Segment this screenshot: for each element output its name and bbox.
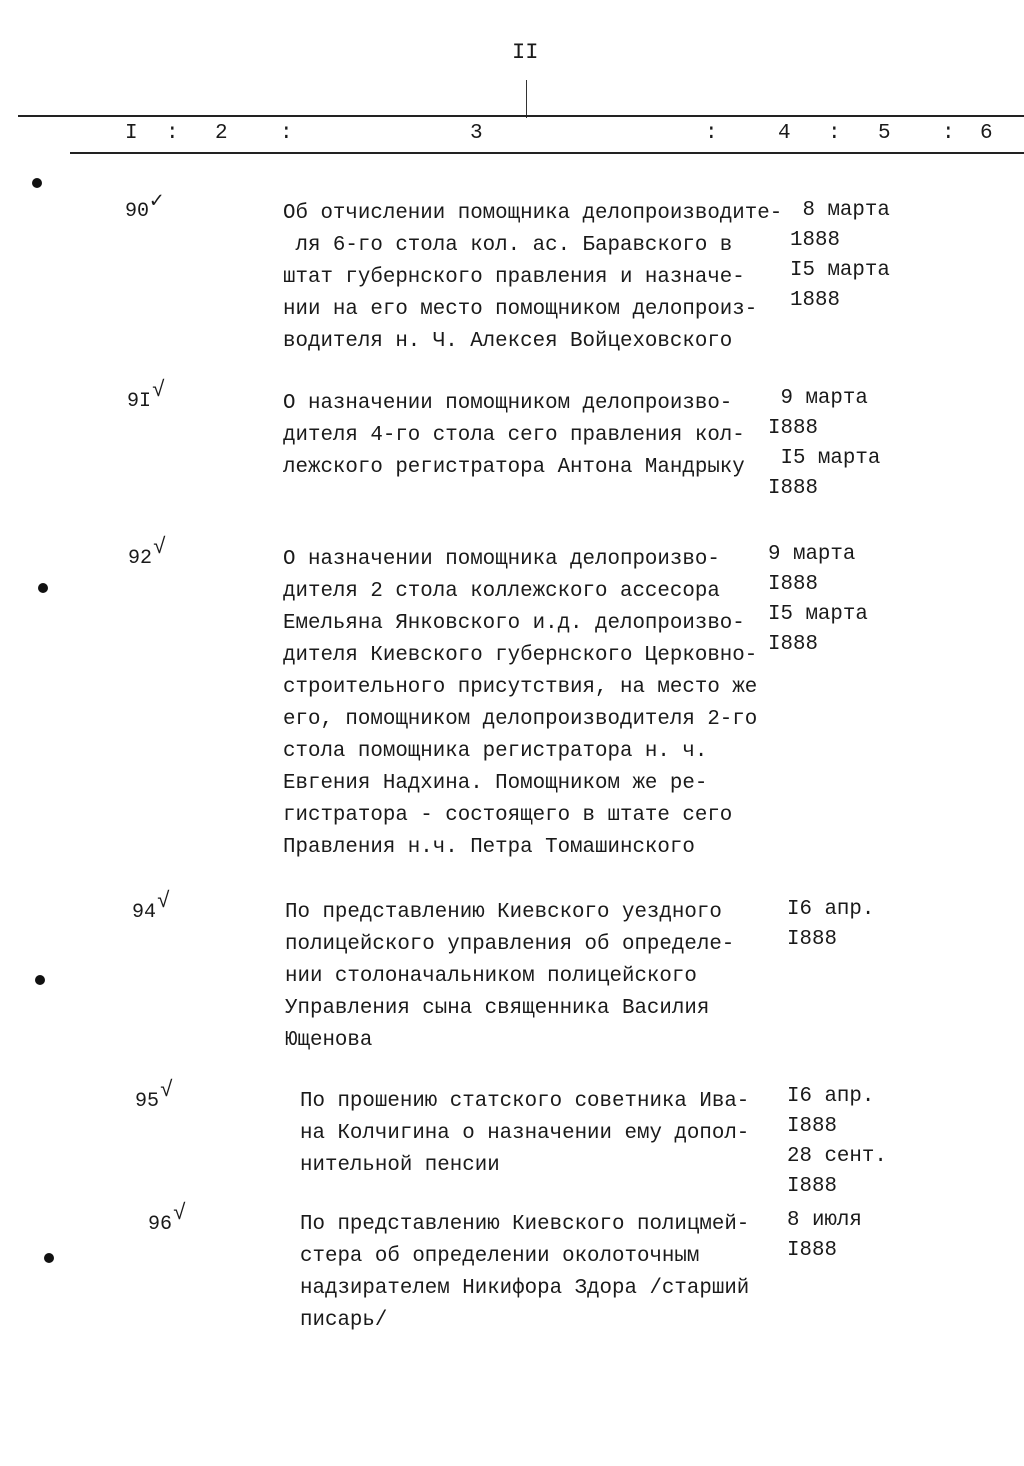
description-line: дителя Киевского губернского Церковно- <box>283 644 758 667</box>
fold-line <box>526 80 527 118</box>
date-line: I888 <box>787 928 837 951</box>
entry-description <box>285 897 734 1057</box>
entry-dates <box>787 895 874 955</box>
entry-number: 96 <box>148 1213 173 1236</box>
date-line: 8 марта <box>790 199 890 222</box>
date-line: I888 <box>768 633 818 656</box>
entry-number: 92 <box>128 547 153 570</box>
description-line: По представлению Киевского уездного <box>285 901 722 924</box>
entry-number: 95 <box>135 1090 160 1113</box>
header-rule-bottom <box>70 152 1024 154</box>
checkmark-icon: √ <box>152 378 166 403</box>
description-line: гистратора - состоящего в штате сего <box>283 804 733 827</box>
column-separator: : <box>280 122 293 145</box>
punch-hole-mark <box>32 178 42 188</box>
description-line: По прошению статского советника Ива- <box>300 1090 750 1113</box>
description-line: Об отчислении помощника делопроизводите- <box>283 202 783 225</box>
column-header-4: 4 <box>778 122 791 145</box>
date-line: 9 марта <box>768 543 856 566</box>
description-line: дителя 4-го стола сего правления кол- <box>283 424 745 447</box>
checkmark-icon: √ <box>160 1078 174 1103</box>
column-header-5: 5 <box>878 122 891 145</box>
date-line: 1888 <box>790 289 840 312</box>
checkmark-icon: ✓ <box>150 189 164 214</box>
punch-hole-mark <box>35 975 45 985</box>
date-line: I888 <box>787 1239 837 1262</box>
description-line: нии на его место помощником делопроиз- <box>283 298 758 321</box>
date-line: I888 <box>787 1175 837 1198</box>
entry-dates <box>787 1082 887 1202</box>
entry-description <box>283 388 745 484</box>
entry-dates <box>768 540 868 660</box>
entry-description <box>300 1209 749 1337</box>
entry-description <box>283 544 757 864</box>
description-line: лежского регистратора Антона Мандрыку <box>283 456 745 479</box>
checkmark-icon: √ <box>157 889 171 914</box>
description-line: По представлению Киевского полицмей- <box>300 1213 750 1236</box>
description-line: стера об определении околоточным <box>300 1245 700 1268</box>
checkmark-icon: √ <box>153 535 167 560</box>
date-line: I888 <box>787 1115 837 1138</box>
description-line: Правления н.ч. Петра Томашинского <box>283 836 695 859</box>
description-line: О назначении помощником делопроизво- <box>283 392 733 415</box>
date-line: 1888 <box>790 229 840 252</box>
page-number: II <box>512 40 539 65</box>
column-separator: : <box>942 122 955 145</box>
date-line: I888 <box>768 417 818 440</box>
header-rule-top <box>18 115 1024 117</box>
description-line: Ющенова <box>285 1029 373 1052</box>
column-header-1: I <box>125 122 138 145</box>
entry-description <box>300 1086 749 1182</box>
description-line: полицейского управления об определе- <box>285 933 735 956</box>
date-line: I888 <box>768 477 818 500</box>
description-line: нительной пенсии <box>300 1154 500 1177</box>
punch-hole-mark <box>44 1253 54 1263</box>
description-line: водителя н. Ч. Алексея Войцеховского <box>283 330 733 353</box>
column-separator: : <box>828 122 841 145</box>
punch-hole-mark <box>38 583 48 593</box>
column-separator: : <box>166 122 179 145</box>
description-line: О назначении помощника делопроизво- <box>283 548 720 571</box>
description-line: его, помощником делопроизводителя 2-го <box>283 708 758 731</box>
description-line: строительного присутствия, на место же <box>283 676 758 699</box>
entry-number: 94 <box>132 901 157 924</box>
description-line: Емельяна Янковского и.д. делопроизво- <box>283 612 745 635</box>
date-line: I5 марта <box>768 603 868 626</box>
column-header-6: 6 <box>980 122 993 145</box>
entry-number: 90 <box>125 200 150 223</box>
date-line: I6 апр. <box>787 898 875 921</box>
column-header-2: 2 <box>215 122 228 145</box>
description-line: дителя 2 стола коллежского ассесора <box>283 580 720 603</box>
date-line: 28 сент. <box>787 1145 887 1168</box>
entry-description <box>283 198 782 358</box>
description-line: надзирателем Никифора Здора /старший <box>300 1277 750 1300</box>
description-line: стола помощника регистратора н. ч. <box>283 740 708 763</box>
date-line: I888 <box>768 573 818 596</box>
description-line: Управления сына священника Василия <box>285 997 710 1020</box>
description-line: штат губернского правления и назначе- <box>283 266 745 289</box>
date-line: I5 марта <box>768 447 881 470</box>
description-line: ля 6-го стола кол. ас. Баравского в <box>283 234 733 257</box>
column-header-3: 3 <box>470 122 483 145</box>
column-separator: : <box>705 122 718 145</box>
date-line: 8 июля <box>787 1209 862 1232</box>
entry-number: 9I <box>127 390 152 413</box>
date-line: I5 марта <box>790 259 890 282</box>
entry-dates <box>790 196 890 316</box>
description-line: Евгения Надхина. Помощником же ре- <box>283 772 708 795</box>
checkmark-icon: √ <box>173 1201 187 1226</box>
date-line: 9 марта <box>768 387 868 410</box>
entry-dates <box>768 384 880 504</box>
description-line: нии столоначальником полицейского <box>285 965 697 988</box>
description-line: на Колчигина о назначении ему допол- <box>300 1122 750 1145</box>
description-line: писарь/ <box>300 1309 388 1332</box>
date-line: I6 апр. <box>787 1085 875 1108</box>
entry-dates <box>787 1206 862 1266</box>
